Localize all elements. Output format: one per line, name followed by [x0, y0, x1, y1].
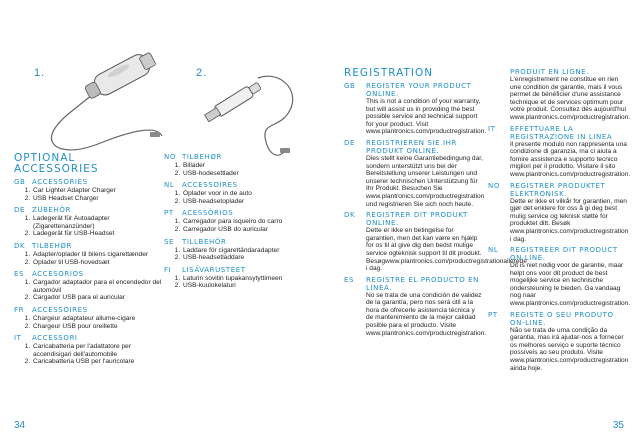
- section-de: DE ZUBEHÖR 1. Ladegerät für Autoadapter (Zigarettenanzünder) 2. Ladegerät für USB-Headset: [14, 206, 164, 238]
- section-fi: FI LISÄVARUSTEET 1. Laturin sovitin tupakansytyttimeen 2. USB-kuulokelaturi: [164, 266, 314, 290]
- registration-dk: DK REGISTRER DIT PRODUKT ONLINE. Dette er ikke en betingelse for garantien, men det kan være en hjælp for os til at give dig den bedst mulige service ogteknisk support til dit produkt. Besøgwww.plantronics.com/productregistrationallerede i dag.: [344, 211, 527, 273]
- section-it: IT ACCESSORI 1. Caricabatteria per l'adattatore per accendisigari dell'automobile 2. Caricabatteria USB per l'auricolare: [14, 334, 164, 366]
- figure-1-label: 1.: [34, 67, 46, 79]
- section-no: NO TILBEHØR 1. Billader 2. USB-hodesettlader: [164, 153, 314, 177]
- section-nl: NL ACCESSOIRES 1. Oplader voor in de auto 2. USB-headsetoplader: [164, 181, 314, 205]
- section-se: SE TILLBEHÖR 1. Laddare för cigarettändaradapter 2. USB-headsetladdare: [164, 238, 314, 262]
- page-number-left: 34: [14, 420, 26, 431]
- registration-title: REGISTRATION: [344, 67, 434, 79]
- section-gb: GB ACCESSORIES 1. Car Lighter Adapter Charger 2. USB Headset Charger: [14, 178, 164, 202]
- accessories-column-1: [14, 178, 164, 370]
- section-fr: FR ACCESSOIRES 1. Chargeur adaptateur allume-cigare 2. Chargeur USB pour oreillette: [14, 306, 164, 330]
- left-title: [14, 153, 154, 175]
- title-optional: OPTIONAL: [14, 152, 76, 164]
- registration-column-2: [488, 68, 631, 375]
- registration-column-1: [344, 82, 527, 340]
- registration-pt: PT REGISTE O SEU PRODUTO ON-LINE. Não se trata de uma condição da garantia, mas irá ajudar-nos a fornecer os melhores serviço e suporte técnico possíveis ao seu produto. Visite www.plantronics.com/productregistration ainda hoje.: [488, 310, 629, 372]
- section-pt: PT ACESSÓRIOS 1. Carregador para isqueiro do carro 2. Carregador USB do auricular: [164, 209, 314, 233]
- section-es: ES ACCESORIOS 1. Cargador adaptador para el encendedor del automóvil 2. Cargador USB para el auricular: [14, 270, 164, 302]
- car-charger-image: [38, 48, 168, 158]
- title-accessories: ACCESSORIES: [14, 163, 99, 175]
- accessories-column-2: [164, 153, 314, 294]
- registration-no: NO REGISTRER PRODUKTET ELEKTRONISK. Dette er ikke et vilkår for garantien, men gjør det enklere for oss å gi deg best mulig service og teknisk støtte for produktet ditt. Besøk www.plantronics.com/productregistration i dag.: [488, 181, 629, 243]
- registration-gb: GB REGISTER YOUR PRODUCT ONLINE. This is not a condition of your warranty, but will assist us in providing the best possible service and technical support for your product. Visit www.plantronics.com/productregistration.: [344, 82, 487, 136]
- figure-2-label: 2.: [196, 67, 208, 79]
- section-dk: DK TILBEHØR 1. Adapter/oplader til bilens cigarettænder 2. Oplader til USB-hovedsæt: [14, 242, 164, 266]
- registration-de: DE REGISTRIEREN SIE IHR PRODUKT ONLINE. Dies stellt keine Garantiebedingung dar, sondern unterstützt uns bei der Bereitstellung unserer Leistungen und unserer technischen Unterstützung für Ihr Produkt. Besuchen Sie www.plantronics.com/productregistration und registrieren Sie sich noch heute.: [344, 138, 485, 208]
- page-number-right: 35: [612, 420, 624, 431]
- registration-it: IT EFFETTUARE LA REGISTRAZIONE IN LINEA Il presente modulo non rappresenta una condizione di garanzia, ma ci aiuta a fornire assistenza e supporto tecnico migliori per il prodotto. Visitare il sito www.plantronics.com/productregistration.: [488, 124, 631, 178]
- registration-es: ES REGISTRE EL PRODUCTO EN LÍNEA. No se trata de una condición de validez de la garantía, pero nos será útil a la hora de ofrecerle asistencia técnica y de mantenimiento de la mejor calidad posible para el producto. Visite www.plantronics.com/productregistration.: [344, 275, 487, 337]
- registration-fr-continued: PRODUIT EN LIGNE. L'enregistrement ne constitue en rien une condition de garantie, mais il vous permet de bénéficier d'une assistance technique et de services optimum pour votre produit. Consultez dès aujourd'hui www.plantronics.com/productregistration.: [510, 68, 631, 121]
- registration-nl: NL REGISTREER DIT PRODUCT ON LINE. Dit is niet nodig voor de garantie, maar helpt ons voor dit product de best mogelijke service en technische ondersteuning te bieden. Ga vandaag nog naar www.plantronics.com/productregistration.: [488, 246, 631, 308]
